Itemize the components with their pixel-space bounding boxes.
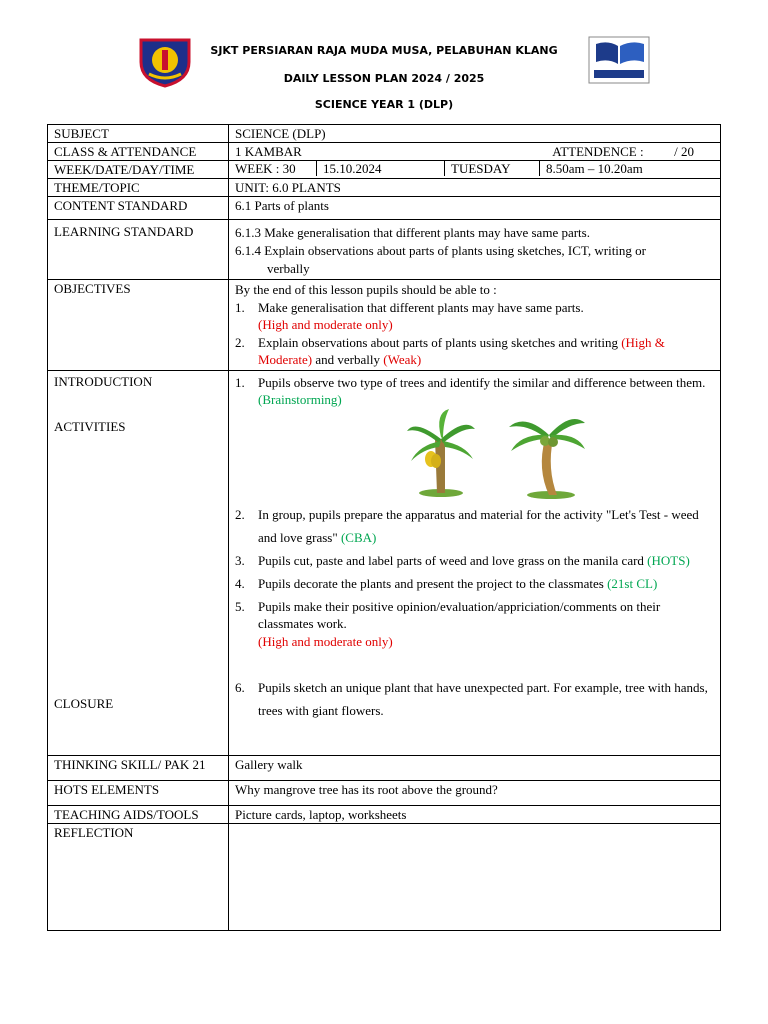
subject-value: SCIENCE (DLP)	[229, 125, 721, 143]
objectives-cell	[229, 280, 721, 371]
row-content	[48, 197, 721, 220]
class-cell	[229, 143, 721, 161]
activity-text: In group, pupils prepare the apparatus and material for the activity "Let's Test - weed and love grass"	[258, 506, 699, 545]
closure-label: CLOSURE	[54, 695, 114, 711]
learning-line-2: 6.1.4 Explain observations about parts of plants using sketches, ICT, writing or	[235, 243, 646, 258]
objective-note: (Weak)	[383, 352, 422, 367]
activity-item	[235, 598, 714, 651]
learning-line-3: verbally	[267, 261, 310, 276]
activity-text: Pupils cut, paste and label parts of weed and love grass on the manila card	[258, 552, 648, 568]
lesson-plan-table	[47, 124, 721, 931]
learning-label: LEARNING STANDARD	[48, 220, 229, 280]
plan-title: DAILY LESSON PLAN 2024 / 2025	[283, 72, 485, 85]
activity-item	[235, 503, 714, 549]
objective-note: (High &	[621, 334, 665, 350]
activities-cell	[229, 370, 721, 755]
row-objectives	[48, 280, 721, 371]
subject-title: SCIENCE YEAR 1 (DLP)	[314, 98, 454, 111]
row-week	[48, 161, 721, 179]
objective-number: 2.	[235, 334, 245, 350]
theme-value: UNIT: 6.0 PLANTS	[229, 179, 721, 197]
activity-text: Pupils decorate the plants and present the project to the classmates	[258, 575, 608, 591]
activity-text: Pupils make their positive opinion/evaluation/appriciation/comments on their classmates work.	[258, 598, 661, 631]
objective-item	[235, 334, 714, 369]
week-label: WEEK/DATE/DAY/TIME	[48, 161, 229, 179]
activity-text: Pupils observe two type of trees and identify the similar and difference between them.	[258, 374, 706, 390]
row-class	[48, 143, 721, 161]
objectives-label: OBJECTIVES	[48, 280, 229, 371]
content-label: CONTENT STANDARD	[48, 197, 229, 220]
tree-illustrations	[235, 409, 714, 497]
activity-note: (CBA)	[340, 529, 377, 545]
activity-item	[235, 572, 714, 595]
activities-label: ACTIVITIES	[54, 418, 126, 434]
thinking-value: Gallery walk	[229, 755, 721, 780]
school-name: SJKT PERSIARAN RAJA MUDA MUSA, PELABUHAN KLANG	[210, 44, 558, 57]
activities-labels	[48, 370, 229, 755]
introduction-label: INTRODUCTION	[54, 373, 153, 389]
activity-text: Pupils sketch an unique plant that have unexpected part. For example, tree with hands, trees with giant flowers.	[258, 680, 708, 718]
activity-note: (Brainstorming)	[258, 392, 342, 407]
activity-number: 2.	[235, 506, 245, 522]
aids-value: Picture cards, laptop, worksheets	[229, 805, 721, 823]
class-value: 1 KAMBAR	[235, 144, 302, 159]
attendance-total: / 20	[674, 144, 694, 159]
learning-line-1: 6.1.3 Make generalisation that different plants may have same parts.	[235, 225, 590, 240]
reflection-label: REFLECTION	[48, 823, 229, 930]
week-value: WEEK : 30	[229, 161, 317, 176]
attendance-label: ATTENDENCE :	[552, 144, 644, 159]
activity-note: (HOTS)	[647, 552, 690, 568]
row-subject	[48, 125, 721, 143]
aids-label: TEACHING AIDS/TOOLS	[48, 805, 229, 823]
activity-note: (21st CL)	[607, 575, 658, 591]
row-theme	[48, 179, 721, 197]
objective-item	[235, 299, 714, 334]
row-hots	[48, 780, 721, 805]
objective-note: (High and moderate only)	[258, 317, 393, 332]
row-aids	[48, 805, 721, 823]
class-label: CLASS & ATTENDANCE	[48, 143, 229, 161]
time-value: 8.50am – 10.20am	[546, 161, 643, 176]
activity-item	[235, 676, 714, 722]
content-value: 6.1 Parts of plants	[229, 197, 721, 220]
activity-number: 6.	[235, 680, 245, 695]
activity-item	[235, 374, 714, 409]
activity-number: 5.	[235, 598, 245, 614]
row-reflection	[48, 823, 721, 930]
row-thinking	[48, 755, 721, 780]
coconut-tree-icon	[507, 409, 587, 499]
activity-number: 4.	[235, 575, 245, 591]
reflection-value[interactable]	[229, 823, 721, 930]
activity-note: (High and moderate only)	[258, 633, 393, 649]
date-value: 15.10.2024	[317, 161, 445, 176]
hots-value: Why mangrove tree has its root above the ground?	[229, 780, 721, 805]
row-learning	[48, 220, 721, 280]
subject-label: SUBJECT	[48, 125, 229, 143]
objective-text: Explain observations about parts of plants using sketches and writing	[258, 334, 622, 350]
hots-label: HOTS ELEMENTS	[48, 780, 229, 805]
activity-item	[235, 549, 714, 572]
objective-text: Make generalisation that different plants may have same parts.	[258, 299, 584, 315]
theme-label: THEME/TOPIC	[48, 179, 229, 197]
objective-number: 1.	[235, 299, 245, 315]
activity-number: 1.	[235, 374, 245, 390]
banana-tree-icon	[405, 409, 477, 497]
objective-text-mid: and verbally	[312, 352, 384, 367]
thinking-label: THINKING SKILL/ PAK 21	[48, 755, 229, 780]
objective-note: Moderate)	[258, 352, 313, 367]
activity-number: 3.	[235, 552, 245, 568]
learning-cell	[229, 220, 721, 280]
objectives-intro: By the end of this lesson pupils should be able to :	[235, 282, 497, 297]
row-activities	[48, 370, 721, 755]
week-cell	[229, 161, 721, 179]
day-value: TUESDAY	[445, 161, 540, 176]
